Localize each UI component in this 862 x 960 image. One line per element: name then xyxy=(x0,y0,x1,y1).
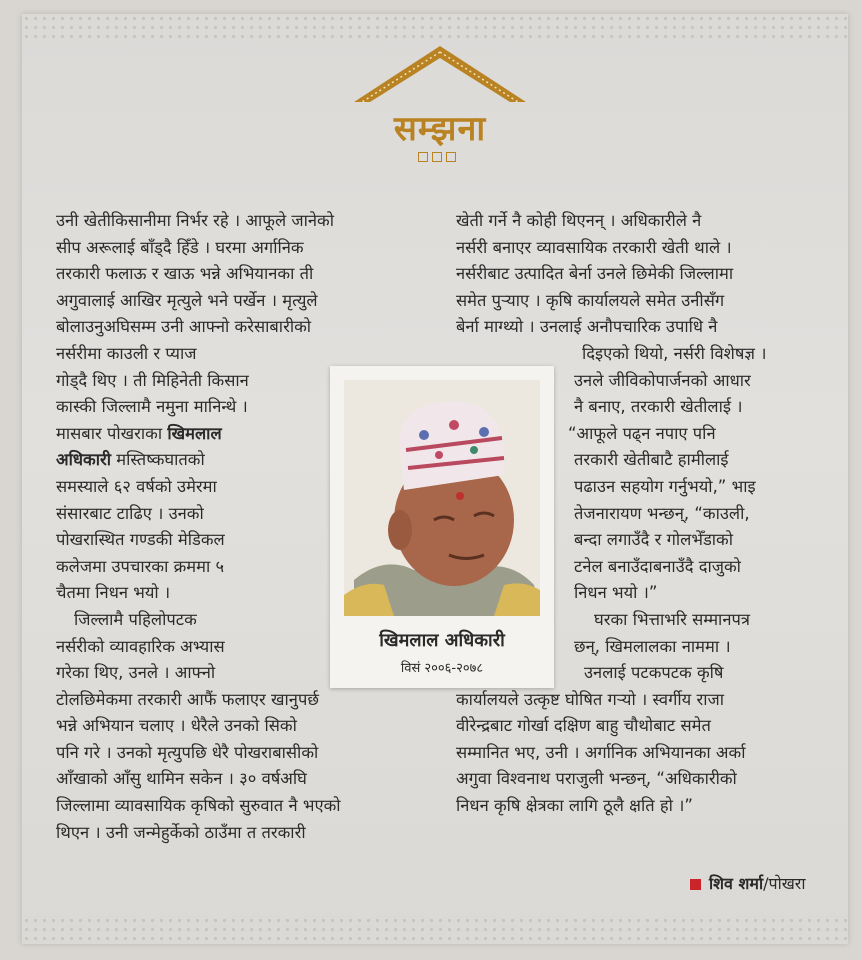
text-line: कलेजमा उपचारका क्रममा ५ xyxy=(56,556,225,576)
text-line: खेती गर्ने नै कोही थिएनन् । अधिकारीले नै xyxy=(456,211,702,230)
text-line: कास्की जिल्लामै नमुना मानिन्थे । xyxy=(56,397,248,417)
portrait-caption-years: विसं २००६-२०७८ xyxy=(400,661,484,676)
text-line: भन्ने अभियान चलाए । धेरैले उनको सिको xyxy=(56,716,297,736)
text-line: तरकारी फलाऊ र खाऊ भन्ने अभियानका ती xyxy=(56,264,314,284)
text-line: टनेल बनाउँदाबनाउँदै दाजुको xyxy=(574,556,741,576)
text-line: अगुवा विश्वनाथ पराजुली भन्छन्, “अधिकारीको xyxy=(456,769,737,789)
text-line: तेजनारायण भन्छन्, “काउली, xyxy=(574,503,750,523)
text-line: संसारबाट टाढिए । उनको xyxy=(56,503,204,523)
text-line: उनलाई पटकपटक कृषि xyxy=(584,663,724,683)
byline xyxy=(690,872,806,894)
text-line: टोलछिमेकमा तरकारी आफैं फलाएर खानुपर्छ xyxy=(56,689,319,709)
heading-squares xyxy=(418,152,456,162)
section-heading xyxy=(350,42,530,172)
top-dot-border xyxy=(22,14,848,42)
text-line: निधन कृषि क्षेत्रका लागि ठूलै क्षति हो ।” xyxy=(456,796,693,816)
text-line: तरकारी खेतीबाटै हामीलाई xyxy=(574,450,729,470)
portrait-illustration-icon xyxy=(344,380,540,616)
text-line: उनले जीविकोपार्जनको आधार xyxy=(574,370,751,390)
person-name-bold: खिमलाल xyxy=(167,423,222,443)
portrait-frame xyxy=(330,366,554,688)
text-line: समस्याले ६२ वर्षको उमेरमा xyxy=(56,476,217,496)
text-line: समेत पुर्‍याए । कृषि कार्यालयले समेत उनीसँग xyxy=(456,290,725,310)
text-line: अधिकारी मस्तिष्कघातको xyxy=(56,450,205,470)
text-line: पोखरास्थित गण्डकी मेडिकल xyxy=(56,530,225,550)
text-line: पढाउन सहयोग गर्नुभयो,” भाइ xyxy=(574,476,756,496)
roof-ornament-icon xyxy=(350,42,530,112)
text-line: नै बनाए, तरकारी खेतीलाई । xyxy=(574,397,743,417)
text-line: नर्सरी बनाएर व्यावसायिक तरकारी खेती थाले । xyxy=(456,237,732,257)
person-name-bold: अधिकारी xyxy=(56,450,111,470)
text-line: गरेका थिए, उनले । आफ्नो xyxy=(56,663,216,683)
text-line: चैतमा निधन भयो । xyxy=(56,583,171,603)
text-line: पनि गरे । उनको मृत्युपछि धेरै पोखराबासीको xyxy=(56,742,319,762)
text-line: अगुवालाई आखिर मृत्युले भने पर्खेन । मृत्युले xyxy=(56,290,318,310)
text-line: नर्सरीबाट उत्पादित बेर्ना उनले छिमेकी जिल्लामा xyxy=(456,264,734,284)
text-line: जिल्लामा व्यावसायिक कृषिको सुरुवात नै भएको xyxy=(56,796,341,816)
portrait-caption-name: खिमलाल अधिकारी xyxy=(379,630,505,651)
bottom-dot-border xyxy=(22,916,848,944)
text-line: छन्, खिमलालका नाममा । xyxy=(574,636,731,656)
text-line: जिल्लामै पहिलोपटक xyxy=(74,609,197,629)
text-line: कार्यालयले उत्कृष्ट घोषित गर्‍यो । स्वर्गीय राजा xyxy=(456,689,724,709)
text-line: आँखाको आँसु थामिन सकेन । ३० वर्षअघि xyxy=(56,769,307,789)
section-title: सम्झना xyxy=(393,109,487,149)
left-column xyxy=(56,208,341,846)
portrait-photo xyxy=(344,380,540,616)
text-line: बन्दा लगाउँदै र गोलभेँडाको xyxy=(574,530,733,550)
byline-author: शिव शर्मा xyxy=(709,874,764,893)
text-line: सीप अरूलाई बाँड्दै हिँडे । घरमा अर्गानिक xyxy=(56,237,304,257)
text-line: घरका भित्ताभरि सम्मानपत्र xyxy=(594,609,750,629)
text-line: वीरेन्द्रबाट गोर्खा दक्षिण बाहु चौथोबाट समेत xyxy=(456,716,711,736)
text-line: मासबार पोखराका खिमलाल xyxy=(56,423,222,443)
text-line: थिएन । उनी जन्मेहुर्केको ठाउँमा त तरकारी xyxy=(56,822,306,842)
text-line: “आफूले पढ्न नपाए पनि xyxy=(568,423,716,443)
text-line: बेर्ना माग्थ्यो । उनलाई अनौपचारिक उपाधि नै xyxy=(456,317,718,337)
text-line: उनी खेतीकिसानीमा निर्भर रहे । आफूले जानेको xyxy=(56,211,334,230)
text-line: नर्सरीको व्यावहारिक अभ्यास xyxy=(56,636,225,656)
text-line: नर्सरीमा काउली र प्याज xyxy=(56,343,197,363)
text-line: गोड्दै थिए । ती मिहिनेती किसान xyxy=(56,370,249,390)
text-line: निधन भयो ।” xyxy=(574,583,658,603)
red-square-icon xyxy=(690,879,701,890)
byline-place: /पोखरा xyxy=(763,874,806,893)
text-line: सम्मानित भए, उनी । अर्गानिक अभियानका अर्का xyxy=(456,742,746,762)
text-line: दिइएको थियो, नर्सरी विशेषज्ञ । xyxy=(582,343,767,363)
text-line: बोलाउनुअघिसम्म उनी आफ्नो करेसाबारीको xyxy=(56,317,312,337)
